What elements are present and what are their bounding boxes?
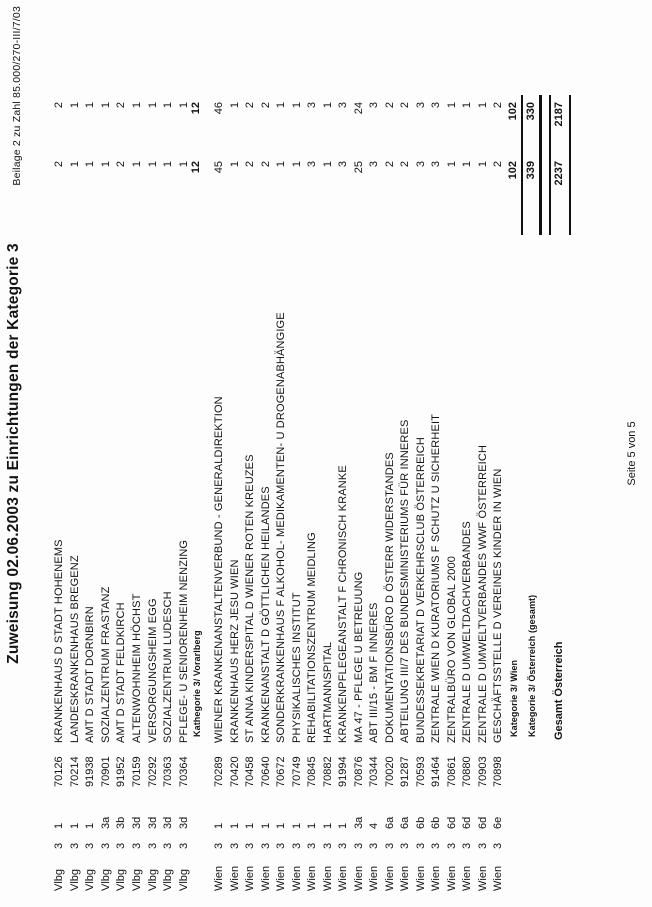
row-category: 3 bbox=[162, 842, 175, 849]
row-count-2: 2 bbox=[244, 102, 256, 109]
row-region: Wien bbox=[476, 865, 489, 891]
row-region: Vlbg bbox=[53, 868, 65, 891]
table-row bbox=[415, 0, 429, 907]
row-institution-name: WIENER KRANKENANSTALTENVERBUND - GENERALDIREKTION bbox=[213, 396, 225, 743]
table-row bbox=[100, 0, 114, 907]
row-institution-name: BUNDESSEKRETARIAT D VERKEHRSCLUB ÖSTERREICH bbox=[414, 437, 427, 743]
total-rule-under-wien bbox=[521, 95, 523, 235]
row-count-1: 1 bbox=[445, 161, 458, 168]
row-count-1: 3 bbox=[368, 161, 380, 168]
row-code: 70420 bbox=[228, 756, 241, 787]
row-institution-name: ABTEILUNG III/7 DES BUNDESMINISTERIUMS FÜR INNERES bbox=[399, 419, 411, 743]
rule-below-grand-total bbox=[569, 95, 571, 235]
row-subcategory: 4 bbox=[368, 822, 380, 829]
row-subcategory: 6b bbox=[414, 816, 427, 829]
row-count-1: 1 bbox=[99, 161, 112, 168]
row-count-2: 46 bbox=[213, 102, 225, 115]
row-subcategory: 1 bbox=[228, 822, 241, 829]
row-subcategory: 6d bbox=[461, 816, 473, 829]
row-region: Wien bbox=[259, 865, 272, 891]
row-institution-name: ZENTRALE D UMWELTDACHVERBANDES bbox=[461, 521, 473, 743]
row-code: 70363 bbox=[162, 756, 175, 787]
table-row bbox=[384, 0, 398, 907]
row-institution-name: GESCHÄFTSSTELLE D VEREINES KINDER IN WIEN bbox=[492, 468, 504, 743]
row-category: 3 bbox=[275, 842, 287, 849]
row-region: Wien bbox=[399, 865, 411, 891]
row-subcategory: 3b bbox=[115, 816, 128, 829]
row-count-2: 1 bbox=[275, 102, 287, 109]
row-category: 3 bbox=[414, 842, 427, 849]
row-count-2: 1 bbox=[228, 102, 241, 109]
row-category: 3 bbox=[244, 842, 256, 849]
row-category: 3 bbox=[228, 842, 241, 849]
row-count-2: 1 bbox=[290, 102, 303, 109]
row-subcategory: 6d bbox=[445, 816, 458, 829]
row-code: 70672 bbox=[275, 756, 287, 787]
row-count-1: 1 bbox=[131, 161, 143, 168]
table-row bbox=[229, 0, 243, 907]
row-subcategory: 6e bbox=[492, 816, 504, 829]
row-region: Vlbg bbox=[162, 868, 175, 891]
row-institution-name: ZENTRALBÜRO VON GLOBAL 2000 bbox=[445, 555, 458, 743]
row-category: 3 bbox=[306, 842, 318, 849]
row-category: 3 bbox=[146, 842, 159, 849]
row-institution-name: PHYSIKALISCHES INSTITUT bbox=[290, 592, 303, 743]
row-subcategory: 1 bbox=[306, 822, 318, 829]
row-code: 91994 bbox=[337, 756, 349, 787]
table-row bbox=[275, 0, 289, 907]
row-institution-name: HARTMANNSPITAL bbox=[321, 641, 334, 743]
row-count-2: 1 bbox=[131, 102, 143, 109]
table-row bbox=[260, 0, 274, 907]
row-subcategory: 3d bbox=[131, 816, 143, 829]
row-region: Wien bbox=[461, 865, 473, 891]
table-row bbox=[131, 0, 145, 907]
table-row bbox=[368, 0, 382, 907]
row-institution-name: SOZIALZENTRUM FRASTANZ bbox=[99, 586, 112, 743]
row-code: 70898 bbox=[492, 756, 504, 787]
row-count-1: 1 bbox=[321, 161, 334, 168]
row-code: 70593 bbox=[414, 756, 427, 787]
row-region: Wien bbox=[445, 865, 458, 891]
total-row-austria bbox=[525, 0, 539, 907]
row-count-2: 1 bbox=[177, 102, 190, 109]
row-count-1: 2 bbox=[399, 161, 411, 168]
row-institution-name: REHABILITATIONSZENTRUM MEIDLING bbox=[306, 532, 318, 743]
row-count-2: 1 bbox=[68, 102, 81, 109]
row-region: Vlbg bbox=[177, 868, 190, 891]
row-category: 3 bbox=[177, 842, 190, 849]
row-code: 70903 bbox=[476, 756, 489, 787]
row-subcategory: 3d bbox=[162, 816, 175, 829]
row-institution-name: AMT D STADT FELDKIRCH bbox=[115, 602, 128, 743]
row-category: 3 bbox=[383, 842, 396, 849]
row-count-2: 3 bbox=[306, 102, 318, 109]
row-subcategory: 6b bbox=[430, 816, 442, 829]
row-subcategory: 1 bbox=[244, 822, 256, 829]
row-institution-name: ZENTRALE WIEN D KURATORIUMS F SCHUTZ U SICHERHEIT bbox=[430, 413, 442, 743]
row-subcategory: 1 bbox=[53, 822, 65, 829]
page-title: Zuweisung 02.06.2003 zu Einrichtungen der Kategorie 3 bbox=[5, 243, 22, 664]
row-region: Wien bbox=[430, 865, 442, 891]
row-code: 70876 bbox=[352, 756, 365, 787]
grand-total-row bbox=[553, 0, 567, 907]
row-region: Wien bbox=[352, 865, 365, 891]
table-row bbox=[461, 0, 475, 907]
row-category: 3 bbox=[53, 842, 65, 849]
row-count-1: 3 bbox=[306, 161, 318, 168]
grand-total-count-1: 2237 bbox=[553, 161, 565, 186]
row-institution-name: ABT III/15 - BM F INNERES bbox=[368, 602, 380, 743]
row-institution-name: ALTENWOHNHEIM HÖCHST bbox=[131, 593, 143, 743]
rule-above-grand-total bbox=[549, 95, 551, 235]
row-code: 70364 bbox=[177, 756, 190, 787]
row-institution-name: KRANKENHAUS HERZ JESU WIEN bbox=[228, 559, 241, 743]
row-institution-name: SONDERKRANKENHAUS F ALKOHOL- MEDIKAMENTEN- U DROGENABHÄNGIGE bbox=[275, 312, 287, 743]
row-count-1: 2 bbox=[115, 161, 128, 168]
total-rule-under-austria bbox=[539, 95, 542, 235]
subtotal-label: Kategorie 3/ Wien bbox=[509, 659, 519, 737]
row-count-2: 2 bbox=[53, 102, 65, 109]
row-category: 3 bbox=[430, 842, 442, 849]
row-subcategory: 6a bbox=[383, 816, 396, 829]
table-row bbox=[337, 0, 351, 907]
subtotal-label: Kathegorie 3/ Vorarlberg bbox=[192, 630, 202, 737]
row-category: 3 bbox=[445, 842, 458, 849]
row-subcategory: 3d bbox=[146, 816, 159, 829]
row-region: Wien bbox=[414, 865, 427, 891]
row-subcategory: 1 bbox=[213, 822, 225, 829]
row-subcategory: 3a bbox=[99, 816, 112, 829]
row-category: 3 bbox=[461, 842, 473, 849]
grand-total-count-2: 2187 bbox=[553, 102, 565, 127]
row-count-1: 45 bbox=[213, 161, 225, 174]
row-code: 70880 bbox=[461, 756, 473, 787]
row-count-2: 1 bbox=[162, 102, 175, 109]
row-subcategory: 3a bbox=[352, 816, 365, 829]
row-count-2: 1 bbox=[321, 102, 334, 109]
grand-total-label: Gesamt Österreich bbox=[553, 641, 565, 740]
row-subcategory: 3d bbox=[177, 816, 190, 829]
row-count-2: 2 bbox=[399, 102, 411, 109]
row-category: 3 bbox=[337, 842, 349, 849]
row-count-1: 1 bbox=[146, 161, 159, 168]
row-subcategory: 6a bbox=[399, 816, 411, 829]
row-institution-name: VERSORGUNGSHEIM EGG bbox=[146, 598, 159, 743]
row-subcategory: 1 bbox=[275, 822, 287, 829]
table-row bbox=[322, 0, 336, 907]
row-count-2: 1 bbox=[84, 102, 97, 109]
row-count-2: 3 bbox=[368, 102, 380, 109]
row-institution-name: SOZIALZENTRUM LUDESCH bbox=[162, 591, 175, 743]
row-count-1: 25 bbox=[352, 161, 365, 174]
row-count-1: 1 bbox=[476, 161, 489, 168]
row-count-1: 3 bbox=[430, 161, 442, 168]
row-region: Vlbg bbox=[146, 868, 159, 891]
row-category: 3 bbox=[99, 842, 112, 849]
row-count-1: 2 bbox=[259, 161, 272, 168]
row-category: 3 bbox=[259, 842, 272, 849]
row-category: 3 bbox=[213, 842, 225, 849]
attachment-reference: Beilage 2 zu Zahl 85.000/270-III/7/03 bbox=[11, 6, 23, 186]
row-region: Vlbg bbox=[131, 868, 143, 891]
subtotal-count-2: 102 bbox=[507, 102, 519, 121]
row-subcategory: 6d bbox=[476, 816, 489, 829]
table-row bbox=[162, 0, 176, 907]
total-label: Kategorie 3/ Österreich (gesamt) bbox=[527, 594, 537, 737]
row-code: 91464 bbox=[430, 756, 442, 787]
row-region: Wien bbox=[321, 865, 334, 891]
row-code: 91938 bbox=[84, 756, 97, 787]
table-row bbox=[84, 0, 98, 907]
row-subcategory: 1 bbox=[321, 822, 334, 829]
row-code: 70901 bbox=[99, 756, 112, 787]
row-institution-name: DOKUMENTATIONSBÜRO D ÖSTERR WIDERSTANDES bbox=[383, 452, 396, 743]
row-category: 3 bbox=[321, 842, 334, 849]
table-row bbox=[492, 0, 506, 907]
row-institution-name: AMT D STADT DORNBIRN bbox=[84, 606, 97, 743]
subtotal-row-vorarlberg bbox=[190, 0, 204, 907]
row-count-1: 1 bbox=[177, 161, 190, 168]
row-region: Wien bbox=[290, 865, 303, 891]
row-code: 70882 bbox=[321, 756, 334, 787]
row-code: 70126 bbox=[53, 756, 65, 787]
row-category: 3 bbox=[131, 842, 143, 849]
row-region: Wien bbox=[306, 865, 318, 891]
row-code: 70458 bbox=[244, 756, 256, 787]
row-code: 91287 bbox=[399, 756, 411, 787]
row-count-2: 2 bbox=[492, 102, 504, 109]
row-count-1: 1 bbox=[84, 161, 97, 168]
subtotal-count-1: 12 bbox=[190, 161, 202, 174]
table-row bbox=[147, 0, 161, 907]
row-subcategory: 1 bbox=[290, 822, 303, 829]
row-code: 70292 bbox=[146, 756, 159, 787]
row-region: Wien bbox=[244, 865, 256, 891]
table-row bbox=[430, 0, 444, 907]
row-region: Vlbg bbox=[115, 868, 128, 891]
row-count-1: 1 bbox=[461, 161, 473, 168]
row-code: 70640 bbox=[259, 756, 272, 787]
row-region: Wien bbox=[213, 865, 225, 891]
row-region: Wien bbox=[383, 865, 396, 891]
row-region: Vlbg bbox=[68, 868, 81, 891]
row-count-2: 1 bbox=[146, 102, 159, 109]
row-institution-name: KRANKENANSTALT D GÖTTLICHEN HEILANDES bbox=[259, 486, 272, 743]
table-row bbox=[53, 0, 67, 907]
table-row bbox=[353, 0, 367, 907]
row-region: Wien bbox=[337, 865, 349, 891]
row-subcategory: 1 bbox=[259, 822, 272, 829]
row-region: Wien bbox=[368, 865, 380, 891]
row-category: 3 bbox=[352, 842, 365, 849]
row-count-1: 2 bbox=[383, 161, 396, 168]
row-count-1: 1 bbox=[162, 161, 175, 168]
row-count-1: 1 bbox=[68, 161, 81, 168]
row-count-2: 2 bbox=[383, 102, 396, 109]
row-code: 70845 bbox=[306, 756, 318, 787]
table-row bbox=[291, 0, 305, 907]
row-institution-name: LANDESKRANKENHAUS BREGENZ bbox=[68, 555, 81, 743]
row-category: 3 bbox=[399, 842, 411, 849]
row-count-2: 1 bbox=[445, 102, 458, 109]
row-count-1: 1 bbox=[290, 161, 303, 168]
row-category: 3 bbox=[84, 842, 97, 849]
row-region: Wien bbox=[228, 865, 241, 891]
table-row bbox=[213, 0, 227, 907]
row-code: 70289 bbox=[213, 756, 225, 787]
row-region: Wien bbox=[492, 865, 504, 891]
table-row bbox=[399, 0, 413, 907]
total-count-1: 339 bbox=[525, 161, 537, 180]
row-count-2: 2 bbox=[115, 102, 128, 109]
row-region: Wien bbox=[275, 865, 287, 891]
row-code: 70749 bbox=[290, 756, 303, 787]
table-row bbox=[69, 0, 83, 907]
row-institution-name: PFLEGE- U SENIORENHEIM NENZING bbox=[177, 539, 190, 743]
row-category: 3 bbox=[115, 842, 128, 849]
table-row bbox=[306, 0, 320, 907]
row-count-2: 2 bbox=[259, 102, 272, 109]
row-institution-name: KRANKENPFLEGEANSTALT F CHRONISCH KRANKE bbox=[337, 465, 349, 743]
row-category: 3 bbox=[368, 842, 380, 849]
row-institution-name: KRANKENHAUS D STADT HOHENEMS bbox=[53, 539, 65, 743]
row-institution-name: ST ANNA KINDERSPITAL D WIENER ROTEN KREUZES bbox=[244, 454, 256, 743]
row-count-2: 3 bbox=[337, 102, 349, 109]
row-count-1: 1 bbox=[275, 161, 287, 168]
row-count-1: 2 bbox=[53, 161, 65, 168]
row-category: 3 bbox=[476, 842, 489, 849]
row-count-2: 3 bbox=[414, 102, 427, 109]
page-number: Seite 5 von 5 bbox=[626, 421, 638, 486]
row-count-1: 3 bbox=[414, 161, 427, 168]
row-region: Vlbg bbox=[99, 868, 112, 891]
row-count-2: 24 bbox=[352, 102, 365, 115]
row-count-1: 3 bbox=[337, 161, 349, 168]
row-subcategory: 1 bbox=[337, 822, 349, 829]
row-subcategory: 1 bbox=[68, 822, 81, 829]
row-count-2: 3 bbox=[430, 102, 442, 109]
row-institution-name: ZENTRALE D UMWELTVERBANDES WWF ÖSTERREICH bbox=[476, 444, 489, 743]
row-category: 3 bbox=[492, 842, 504, 849]
row-category: 3 bbox=[68, 842, 81, 849]
table-row bbox=[115, 0, 129, 907]
row-code: 70020 bbox=[383, 756, 396, 787]
subtotal-count-2: 12 bbox=[190, 102, 202, 115]
row-code: 91952 bbox=[115, 756, 128, 787]
row-count-1: 1 bbox=[228, 161, 241, 168]
subtotal-count-1: 102 bbox=[507, 161, 519, 180]
table-row bbox=[244, 0, 258, 907]
row-count-2: 1 bbox=[99, 102, 112, 109]
row-code: 70159 bbox=[131, 756, 143, 787]
row-code: 70214 bbox=[68, 756, 81, 787]
row-code: 70344 bbox=[368, 756, 380, 787]
row-code: 70861 bbox=[445, 756, 458, 787]
row-subcategory: 1 bbox=[84, 822, 97, 829]
row-count-2: 1 bbox=[476, 102, 489, 109]
row-count-1: 2 bbox=[492, 161, 504, 168]
table-row bbox=[446, 0, 460, 907]
total-count-2: 330 bbox=[525, 102, 537, 121]
row-region: Vlbg bbox=[84, 868, 97, 891]
row-institution-name: MA 47 - PFLEGE U BETREUUNG bbox=[352, 571, 365, 743]
row-category: 3 bbox=[290, 842, 303, 849]
table-row bbox=[477, 0, 491, 907]
row-count-1: 2 bbox=[244, 161, 256, 168]
subtotal-row-wien bbox=[507, 0, 521, 907]
row-count-2: 1 bbox=[461, 102, 473, 109]
